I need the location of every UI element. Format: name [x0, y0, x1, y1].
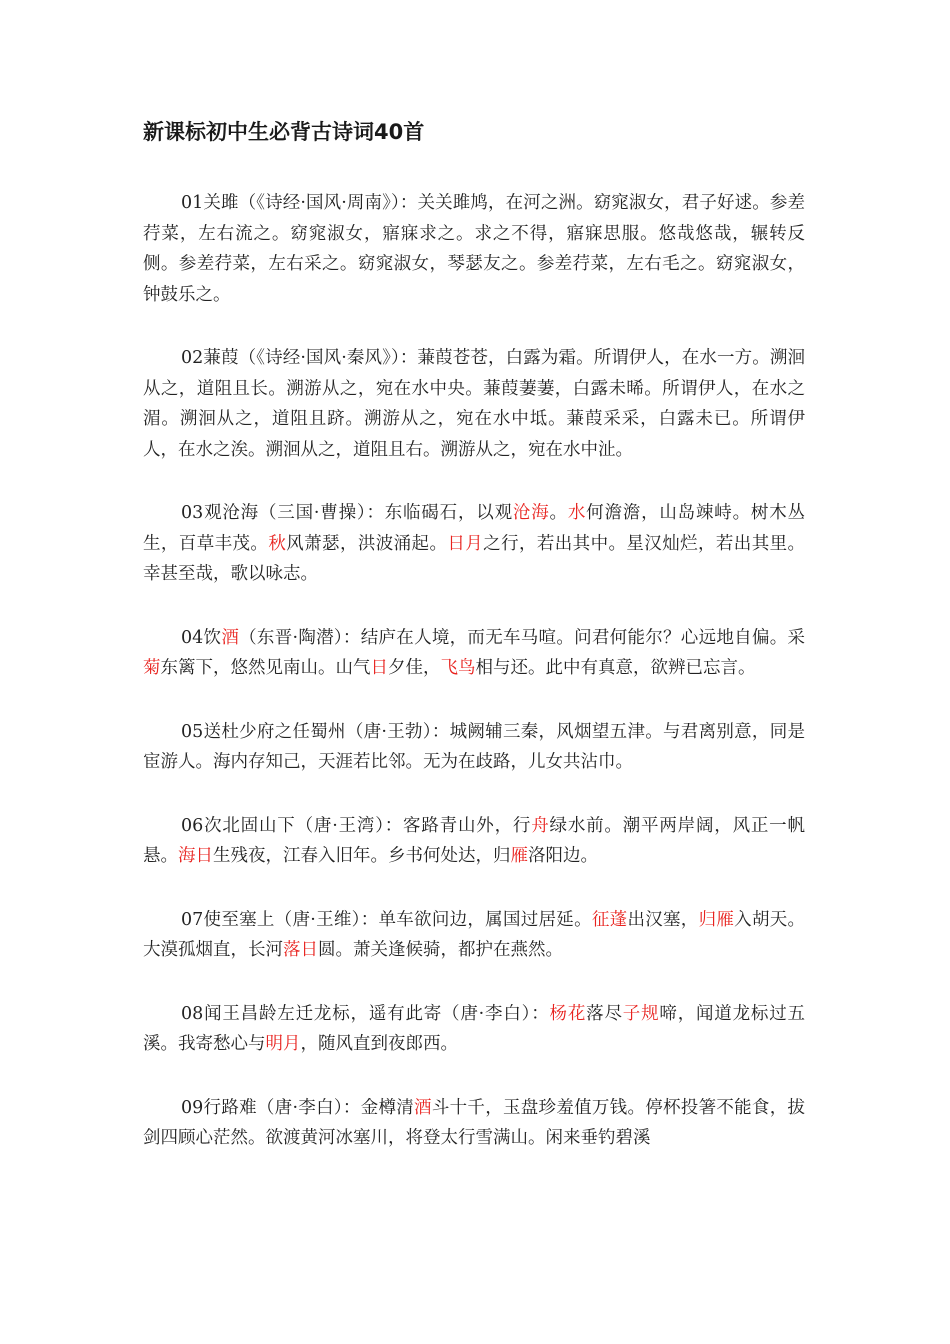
highlighted-text: 酒 [414, 1097, 432, 1118]
poem-text: 05送杜少府之任蜀州（唐·王勃）：城阙辅三秦，风烟望五津。与君离别意，同是宦游人。海内存知己，天涯若比邻。无为在歧路，儿女共沾巾。 [143, 721, 805, 772]
highlighted-text: 水 [567, 503, 587, 523]
poem-text: 入胡天。大漠孤烟直，长河 [143, 909, 806, 960]
poem-text: 风萧瑟，洪波涌起。 [286, 533, 448, 554]
poem-text: 07使至塞上（唐·王维）：单车欲问边，属国过居延。 [181, 909, 592, 930]
poem-text: 啼，闻道龙标过五溪。我寄愁心与 [143, 1003, 806, 1054]
poem-paragraph [143, 999, 805, 1060]
poem-text: 03观沧海（三国·曹操）：东临碣石，以观 [181, 503, 513, 523]
poem-text: 02蒹葭（《诗经·国风·秦风》）：蒹葭苍苍，白露为霜。所谓伊人，在水一方。溯洄从之，道阻且长。溯游从之，宛在水中央。蒹葭萋萋，白露未晞。所谓伊人，在水之湄。溯洄从之，道阻且跻。溯游从之，宛在水中坻。蒹葭采采，白露未已。所谓伊人，在水之涘。溯洄从之，道阻且右。溯游从之，宛在水中沚。 [143, 348, 805, 460]
poem-text: ，随风直到夜郎西。 [300, 1034, 458, 1054]
poem-text: 绿水前。潮平两岸阔，风正一帆悬。 [143, 815, 805, 866]
poem-paragraph [143, 905, 805, 966]
highlighted-text: 菊 [143, 658, 161, 678]
poem-text: 06次北固山下（唐·王湾）：客路青山外，行 [181, 815, 532, 836]
poem-paragraph [143, 188, 805, 310]
poem-text: 落尽 [586, 1003, 623, 1024]
poem-text: 之行，若出其中。星汉灿烂，若出其里。幸甚至哉，歌以咏志。 [143, 533, 806, 584]
highlighted-text: 明月 [265, 1034, 301, 1054]
poem-text: 何澹澹，山岛竦峙。树木丛生，百草丰茂。 [143, 503, 806, 554]
poem-paragraph [143, 343, 805, 465]
highlighted-text: 日 [370, 658, 388, 678]
poem-text: 生残夜，江春入旧年。乡书何处达，归 [213, 846, 511, 866]
poem-text: 圆。萧关逢候骑，都护在燕然。 [318, 940, 563, 960]
poem-paragraph [143, 717, 805, 778]
poem-paragraph [143, 811, 805, 872]
highlighted-text: 海日 [178, 846, 213, 866]
highlighted-text: 日月 [447, 533, 484, 554]
highlighted-text: 飞鸟 [440, 658, 476, 678]
highlighted-text: 舟 [531, 815, 550, 836]
poem-text: 东篱下，悠然见南山。山气 [160, 658, 371, 678]
document-page [143, 112, 805, 1187]
highlighted-text: 雁 [510, 846, 528, 866]
highlighted-text: 归雁 [698, 909, 735, 930]
poem-list [143, 188, 805, 1154]
highlighted-text: 杨花 [549, 1003, 587, 1024]
highlighted-text: 子规 [622, 1003, 660, 1024]
poem-text: （东晋·陶潜）：结庐在人境，而无车马喧。问君何能尔？心远地自偏。采 [239, 627, 806, 648]
poem-text: 01关雎（《诗经·国风·周南》）：关关雎鸠，在河之洲。窈窕淑女，君子好逑。参差荇菜，左右流之。窈窕淑女，寤寐求之。求之不得，寤寐思服。悠哉悠哉，辗转反侧。参差荇菜，左右采之。窈窕淑女，琴瑟友之。参差荇菜，左右毛之。窈窕淑女，钟鼓乐之。 [143, 193, 805, 305]
poem-text: 04饮 [181, 627, 222, 648]
highlighted-text: 落日 [283, 940, 318, 960]
poem-text: 08闻王昌龄左迁龙标，遥有此寄（唐·李白）： [181, 1003, 550, 1024]
highlighted-text: 酒 [221, 627, 240, 648]
document-title: 新课标初中生必背古诗词40首 [143, 120, 425, 144]
highlighted-text: 征蓬 [591, 909, 628, 930]
poem-text: 09行路难（唐·李白）：金樽清 [181, 1097, 415, 1118]
poem-text: 出汉塞， [627, 909, 699, 930]
poem-text: 洛阳边。 [528, 846, 598, 866]
poem-text: 相与还。此中有真意，欲辨已忘言。 [475, 658, 756, 678]
poem-text: 夕佳， [388, 658, 441, 678]
poem-paragraph [143, 1093, 805, 1154]
poem-paragraph [143, 623, 805, 684]
highlighted-text: 秋 [268, 533, 287, 554]
highlighted-text: 沧海 [512, 503, 550, 523]
poem-paragraph [143, 498, 805, 590]
poem-text: 斗十千，玉盘珍羞值万钱。停杯投箸不能食，拔剑四顾心茫然。欲渡黄河冰塞川，将登太行雪满山。闲来垂钓碧溪 [143, 1097, 806, 1148]
poem-text: 。 [549, 503, 568, 523]
